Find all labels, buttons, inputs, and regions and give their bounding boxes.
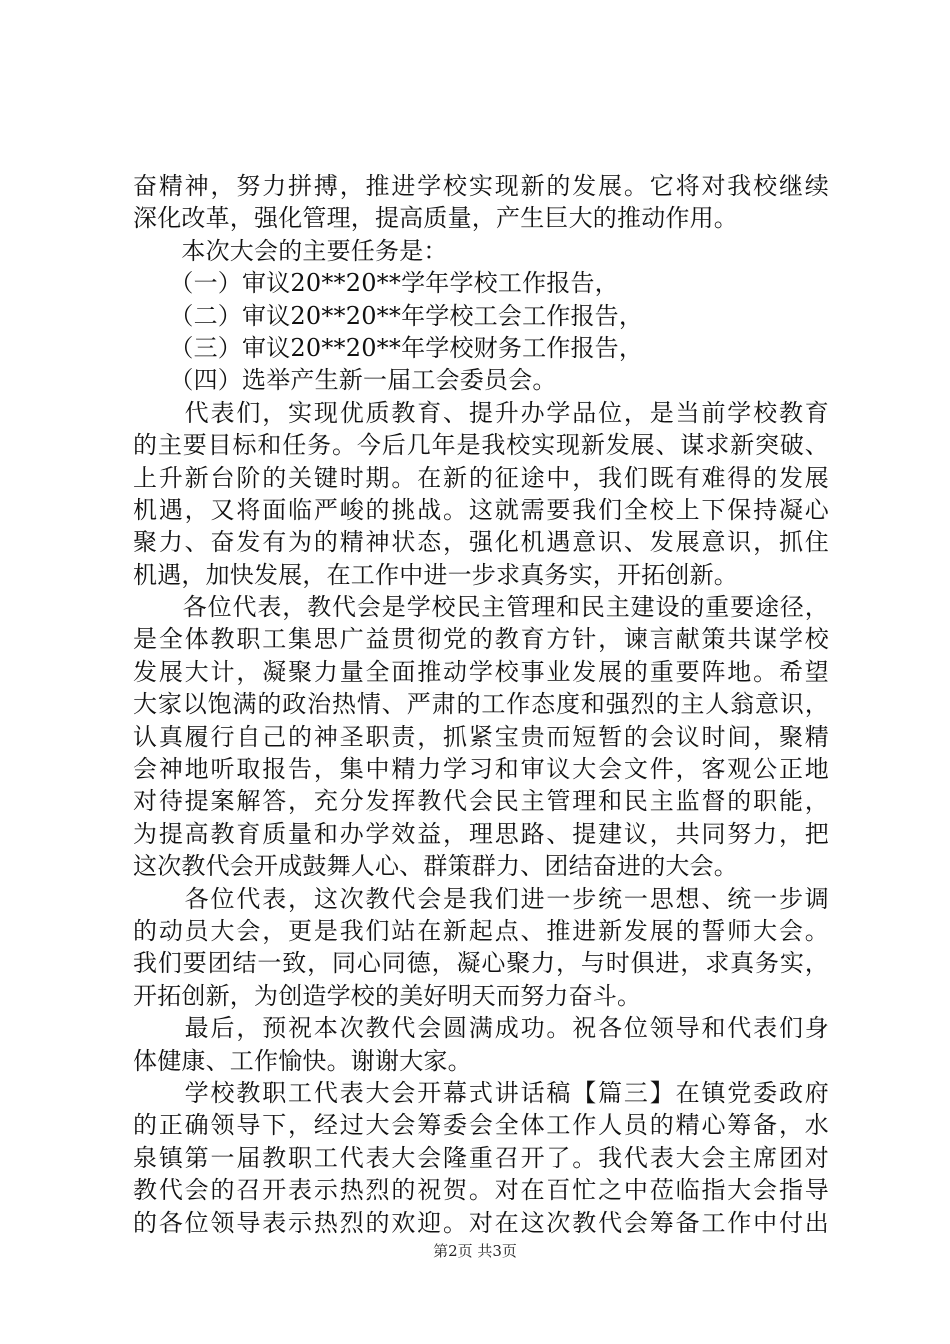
text-line: 会神地听取报告，集中精力学习和审议大会文件，客观公正地 xyxy=(133,755,829,784)
page-footer: 第2页 共3页 xyxy=(433,1242,517,1260)
text-line: 是全体教职工集思广益贯彻党的教育方针，谏言献策共谋学校 xyxy=(133,625,829,654)
text-line: 为提高教育质量和办学效益，理思路、提建议，共同努力，把 xyxy=(133,819,829,848)
text-line: 各位代表，这次教代会是我们进一步统一思想、统一步调 xyxy=(133,884,829,913)
text-line: 聚力、奋发有为的精神状态，强化机遇意识、发展意识，抓住 xyxy=(133,528,829,557)
text-line: 奋精神，努力拼搏，推进学校实现新的发展。它将对我校继续 xyxy=(133,172,829,200)
text-line: 各位代表，教代会是学校民主管理和民主建设的重要途径， xyxy=(133,593,829,622)
text-line: 的正确领导下，经过大会筹委会全体工作人员的精心筹备，水 xyxy=(133,1111,829,1140)
text-line: 的动员大会，更是我们站在新起点、推进新发展的誓师大会。 xyxy=(133,916,829,945)
text-line: 对待提案解答，充分发挥教代会民主管理和民主监督的职能， xyxy=(133,787,829,816)
text-line: 最后，预祝本次教代会圆满成功。祝各位领导和代表们身 xyxy=(133,1014,829,1043)
text-line: 的各位领导表示热烈的欢迎。对在这次教代会筹备工作中付出 xyxy=(133,1208,829,1237)
text-line: （三）审议20**20**年学校财务工作报告， xyxy=(133,333,644,362)
text-line: 代表们，实现优质教育、提升办学品位，是当前学校教育 xyxy=(133,398,829,427)
text-line: 开拓创新，为创造学校的美好明天而努力奋斗。 xyxy=(133,981,642,1010)
text-line: 教代会的召开表示热烈的祝贺。对在百忙之中莅临指大会指导 xyxy=(133,1176,829,1205)
document-body xyxy=(133,170,829,1239)
text-line: （二）审议20**20**年学校工会工作报告， xyxy=(133,301,644,330)
text-line: 深化改革，强化管理，提高质量，产生巨大的推动作用。 xyxy=(133,204,738,233)
text-line: 我们要团结一致，同心同德，凝心聚力，与时俱进，求真务实， xyxy=(133,949,829,978)
text-line: 体健康、工作愉快。谢谢大家。 xyxy=(133,1046,472,1075)
text-line: 这次教代会开成鼓舞人心、群策群力、团结奋进的大会。 xyxy=(133,852,738,881)
text-line: 的主要目标和任务。今后几年是我校实现新发展、谋求新突破、 xyxy=(133,431,829,460)
text-line: 认真履行自己的神圣职责，抓紧宝贵而短暂的会议时间，聚精 xyxy=(133,722,829,751)
text-line: （四）选举产生新一届工会委员会。 xyxy=(133,366,557,395)
text-line: 学校教职工代表大会开幕式讲话稿【篇三】在镇党委政府 xyxy=(133,1078,829,1107)
text-line: 本次大会的主要任务是： xyxy=(133,236,448,265)
text-line: 大家以饱满的政治热情、严肃的工作态度和强烈的主人翁意识， xyxy=(133,690,829,719)
text-line: 机遇，又将面临严峻的挑战。这就需要我们全校上下保持凝心 xyxy=(133,495,829,524)
text-line: 上升新台阶的关键时期。在新的征途中，我们既有难得的发展 xyxy=(133,463,829,492)
text-line: 泉镇第一届教职工代表大会隆重召开了。我代表大会主席团对 xyxy=(133,1143,829,1172)
text-line: 机遇，加快发展，在工作中进一步求真务实，开拓创新。 xyxy=(133,560,738,589)
text-line: 发展大计，凝聚力量全面推动学校事业发展的重要阵地。希望 xyxy=(133,657,829,686)
text-line: （一）审议20**20**学年学校工作报告， xyxy=(133,269,619,298)
